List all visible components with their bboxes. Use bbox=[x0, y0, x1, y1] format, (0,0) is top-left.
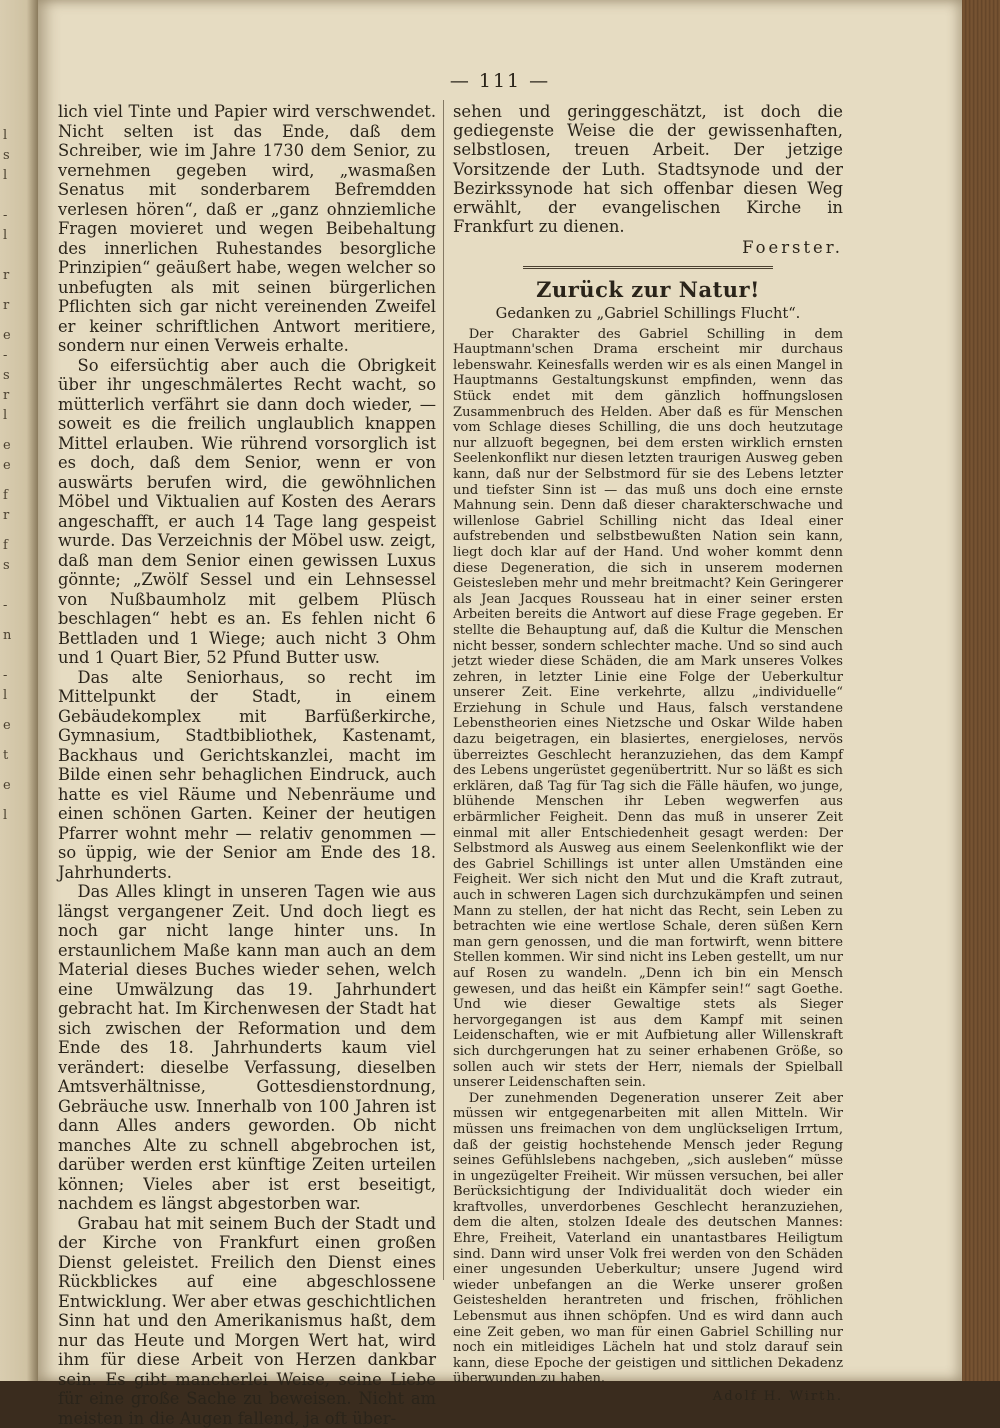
article-title: Zurück zur Natur! bbox=[453, 277, 843, 303]
prev-page-fragment: - bbox=[3, 208, 7, 223]
previous-page-edge bbox=[0, 0, 38, 1381]
prev-page-fragment: - bbox=[3, 348, 7, 363]
paragraph: lich viel Tinte und Papier wird verschwendet. Nicht selten ist das Ende, daß dem Schreiber, wie im Jahre 1730 dem Senior, zu vernehmen gegeben wird, „wasmaßen Senatus mit sonderbarem Befremdden verlesen hören“, daß er „ganz ohnziemliche Fragen movieret und wegen Beibehaltung des innerlichen Ruhestandes besorgliche Prinzipien“ geäußert habe, wegen welcher so unbefugten als mit seinen bürgerlichen Pflichten sich gar nicht vereinenden Zweifel er keiner schriftlichen Antwort meritiere, sondern nur einen Verweis erhalte. bbox=[58, 102, 436, 356]
prev-page-fragment: e bbox=[3, 328, 11, 343]
prev-page-fragment: t bbox=[3, 748, 8, 763]
column-divider bbox=[443, 100, 444, 1280]
paragraph: sehen und geringgeschätzt, ist doch die gediegenste Weise die der gewissenhaften, selbstlosen, treuen Arbeit. Der jetzige Vorsitzende der Luth. Stadtsynode und der Bezirkssynode hat sich offenbar diesen Weg erwählt, der evangelischen Kirche in Frankfurt zu dienen. bbox=[453, 102, 843, 236]
book-binding-edge bbox=[962, 0, 1000, 1381]
prev-page-fragment: l bbox=[3, 808, 7, 823]
author-signature: Adolf H. Wirth. bbox=[453, 1389, 843, 1405]
prev-page-fragment: l bbox=[3, 168, 7, 183]
paragraph: Grabau hat mit seinem Buch der Stadt und der Kirche von Frankfurt einen großen Dienst geleistet. Freilich den Dienst eines Rückblickes auf eine abgeschlossene Entwicklung. Wer aber etwas geschichtlichen Sinn hat und den Amerikanismus haßt, dem nur das Heute und Morgen Wert hat, wird ihm für diese Arbeit von Herzen dankbar sein. Es gibt mancherlei Weise, seine Liebe für eine große Sache zu beweisen. Nicht am meisten in die Augen fallend, ja oft über- bbox=[58, 1214, 436, 1428]
paragraph: Der zunehmenden Degeneration unserer Zeit aber müssen wir entgegenarbeiten mit allen Mitteln. Wir müssen uns freimachen von dem unglückseligen Irrtum, daß der geistig hochstehende Mensch jeder Regung seines Gefühlslebens nachgeben, „sich ausleben“ müsse in ungezügelter Freiheit. Wir müssen versuchen, bei aller Berücksichtigung der Individualität doch wieder ein kraftvolles, unverdorbenes Geschlecht heranzuziehen, dem die alten, stolzen Ideale des deutschen Mannes: Ehre, Freiheit, Vaterland ein unantastbares Heiligtum sind. Dann wird unser Volk frei werden von den Schäden einer ungesunden Ueberkultur; unsere Jugend wird wieder unbefangen an die Werke unserer großen Geisteshelden herantreten und frischen, fröhlichen Lebensmut aus ihnen schöpfen. Und es wird dann auch eine Zeit geben, wo man für einen Gabriel Schilling nur noch ein mitleidiges Lächeln hat und stolz darauf sein kann, diese Epoche der geistigen und sittlichen Dekadenz überwunden zu haben. bbox=[453, 1091, 843, 1387]
prev-page-fragment: s bbox=[3, 368, 10, 383]
prev-page-fragment: r bbox=[3, 298, 9, 313]
prev-page-fragment: e bbox=[3, 778, 11, 793]
prev-page-fragment: - bbox=[3, 668, 7, 683]
section-separator bbox=[523, 266, 773, 269]
prev-page-fragment: r bbox=[3, 268, 9, 283]
prev-page-fragment: f bbox=[3, 538, 8, 553]
article-subtitle: Gedanken zu „Gabriel Schillings Flucht“. bbox=[453, 305, 843, 323]
paragraph: Das Alles klingt in unseren Tagen wie aus längst vergangener Zeit. Und doch liegt es noch gar nicht lange hinter uns. In erstaunlichem Maße kann man auch an dem Material dieses Buches wieder sehen, welch eine Umwälzung das 19. Jahrhundert gebracht hat. Im Kirchenwesen der Stadt hat sich zwischen der Reformation und dem Ende des 18. Jahrhunderts kaum viel verändert: dieselbe Verfassung, dieselben Amtsverhältnisse, Gottesdienstordnung, Gebräuche usw. Innerhalb von 100 Jahren ist dann Alles anders geworden. Ob nicht manches Alte zu schnell abgebrochen ist, darüber werden erst künftige Zeiten urteilen können; Vieles aber ist erst beseitigt, nachdem es längst abgestorben war. bbox=[58, 882, 436, 1214]
prev-page-fragment: l bbox=[3, 688, 7, 703]
prev-page-fragment: l bbox=[3, 128, 7, 143]
prev-page-fragment: e bbox=[3, 718, 11, 733]
prev-page-fragment: - bbox=[3, 598, 7, 613]
prev-page-fragment: r bbox=[3, 388, 9, 403]
paragraph: Der Charakter des Gabriel Schilling in dem Hauptmann'schen Drama erscheint mir durchaus lebenswahr. Keinesfalls werden wir es als einen Mangel in Hauptmanns Gestaltungskunst empfinden, wenn das Stück endet mit dem gänzlich hoffnungslosen Zusammenbruch des Helden. Aber daß es für Menschen vom Schlage dieses Schilling, die uns doch heutzutage nur allzuoft begegnen, bei dem ersten wirklich ernsten Seelenkonflikt nur diesen letzten traurigen Ausweg geben kann, daß nur der Selbstmord für sie des Lebens letzter und tiefster Sinn ist — das muß uns doch eine ernste Mahnung sein. Denn daß dieser charakterschwache und willenlose Gabriel Schilling nicht das Ideal einer aufstrebenden und selbstbewußten Nation sein kann, liegt doch klar auf der Hand. Und woher kommt denn diese Degeneration, die sich in unserem modernen Geistesleben mehr und mehr breitmacht? Kein Geringerer als Jean Jacques Rousseau hat in einer seiner ersten Arbeiten bereits die Antwort auf diese Frage gegeben. Er stellte die Behauptung auf, daß die Kultur die Menschen nicht besser, sondern schlechter mache. Und so sind auch jetzt wieder diese Schäden, die am Mark unseres Volkes zehren, in letzter Linie eine Folge der Ueberkultur unserer Zeit. Eine verkehrte, allzu „individuelle“ Erziehung in Schule und Haus, falsch verstandene Lebenstheorien eines Nietzsche und Oskar Wilde haben dazu beigetragen, ein blasiertes, energieloses, nervös überreiztes Geschlecht heranzuziehen, das dem Kampf des Lebens ungerüstet gegenübertritt. Nur so läßt es sich erklären, daß Tag für Tag sich die Fälle häufen, wo junge, blühende Menschen ihr Leben wegwerfen aus erbärmlicher Feigheit. Denn das muß in unserer Zeit einmal mit aller Entschiedenheit gesagt werden: Der Selbstmord als Ausweg aus einem Seelenkonflikt wie der des Gabriel Schillings ist unter allen Umständen eine Feigheit. Wer sich nicht den Mut und die Kraft zutraut, auch in schweren Lagen sich durchzukämpfen und seinen Mann zu stellen, der hat nicht das Recht, sein Leben zu betrachten wie eine wertlose Schale, deren süßen Kern man gern genossen, und die man fortwirft, wenn bittere Stellen kommen. Wir sind nicht ins Leben gestellt, um nur auf Rosen zu wandeln. „Denn ich bin ein Mensch gewesen, und das heißt ein Kämpfer sein!“ sagt Goethe. Und wie dieser Gewaltige stets als Sieger hervorgegangen ist aus dem Kampf mit seinen Leidenschaften, wie er mit Aufbietung aller Willenskraft sich durchgerungen hat zu seiner erhabenen Größe, so sollen auch wir stets der Herr, niemals der Spielball unserer Leidenschaften sein. bbox=[453, 327, 843, 1091]
prev-page-fragment: l bbox=[3, 228, 7, 243]
article-body bbox=[453, 327, 843, 1405]
right-column bbox=[453, 102, 843, 1282]
paragraph: Das alte Seniorhaus, so recht im Mittelpunkt der Stadt, in einem Gebäudekomplex mit Barfüßerkirche, Gymnasium, Stadtbibliothek, Kastenamt, Backhaus und Gerichtskanzlei, macht im Bilde einen sehr behaglichen Eindruck, auch hatte es viel Räume und Nebenräume und einen schönen Garten. Keiner der heutigen Pfarrer wohnt mehr — relativ genommen — so üppig, wie der Senior am Ende des 18. Jahrhunderts. bbox=[58, 668, 436, 883]
paragraph: So eifersüchtig aber auch die Obrigkeit über ihr ungeschmälertes Recht wacht, so mütterlich verfährt sie dann doch wieder, — soweit es die freilich unglaublich knappen Mittel erlauben. Wie rührend vorsorglich ist es doch, daß dem Senior, wenn er von auswärts berufen wird, die gewöhnlichen Möbel und Viktualien auf Kosten des Aerars angeschafft, er auch 14 Tage lang gespeist wurde. Das Verzeichnis der Möbel usw. zeigt, daß man dem Senior einen gewissen Luxus gönnte; „Zwölf Sessel und ein Lehnsessel von Nußbaumholz mit gelbem Plüsch beschlagen“ hebt es an. Es fehlen nicht 6 Bettladen und 1 Wiege; auch nicht 3 Ohm und 1 Quart Bier, 52 Pfund Butter usw. bbox=[58, 356, 436, 668]
prev-page-fragment: s bbox=[3, 558, 10, 573]
page-number: — 111 — bbox=[38, 70, 962, 92]
left-column bbox=[58, 102, 436, 1272]
prev-page-fragment: f bbox=[3, 488, 8, 503]
book-page bbox=[38, 0, 962, 1381]
author-signature: Foerster. bbox=[453, 238, 843, 257]
prev-page-fragment: n bbox=[3, 628, 11, 643]
prev-page-fragment: e bbox=[3, 458, 11, 473]
prev-page-fragment: s bbox=[3, 148, 10, 163]
prev-page-fragment: e bbox=[3, 438, 11, 453]
prev-page-fragment: l bbox=[3, 408, 7, 423]
prev-page-fragment: r bbox=[3, 508, 9, 523]
